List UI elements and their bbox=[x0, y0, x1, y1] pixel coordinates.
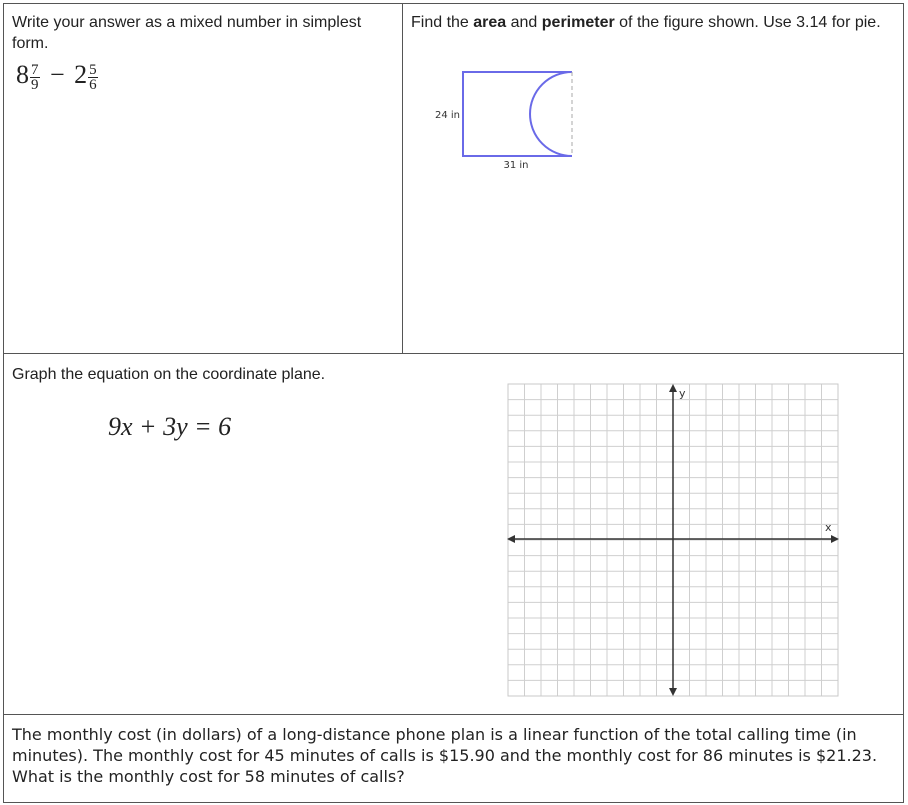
y-axis-arrow-down bbox=[669, 688, 677, 696]
height-label: 24 in bbox=[434, 110, 460, 121]
y-axis-arrow-up bbox=[669, 384, 677, 392]
figure-semicircle bbox=[530, 72, 572, 156]
q1-instruction: Write your answer as a mixed number in simplest form. bbox=[12, 14, 362, 52]
q1-expression bbox=[16, 60, 99, 92]
q1-fraction2: $\frac{5}{6}$ bbox=[89, 61, 97, 93]
cell-q1 bbox=[3, 3, 403, 354]
width-label: 31 in bbox=[503, 160, 529, 171]
y-axis-label: y bbox=[679, 387, 686, 400]
q1-whole2: 2 bbox=[74, 60, 88, 89]
area-figure bbox=[428, 66, 588, 176]
q1-whole1: 8 bbox=[16, 60, 29, 89]
figure-rectangle bbox=[463, 72, 536, 156]
q3-equation: 9x + 3y = 6 bbox=[108, 412, 232, 441]
cell-q2 bbox=[402, 3, 904, 354]
q1-operator: − bbox=[50, 60, 65, 89]
coordinate-plane[interactable] bbox=[503, 381, 843, 701]
q2-instruction: Find the area and perimeter of the figure shown. Use 3.14 for pie. bbox=[411, 14, 881, 31]
q3-instruction: Graph the equation on the coordinate plane. bbox=[12, 366, 326, 383]
q1-fraction1: $\frac{7}{9}$ bbox=[31, 61, 39, 93]
q4-question: The monthly cost (in dollars) of a long-distance phone plan is a linear function of the total calling time (in minutes). The monthly cost for 45 minutes of calls is $15.90 and the monthly cost for 86 minutes is $21.23. What is the monthly cost for 58 minutes of calls? bbox=[12, 725, 878, 786]
x-axis-label: x bbox=[825, 521, 832, 534]
